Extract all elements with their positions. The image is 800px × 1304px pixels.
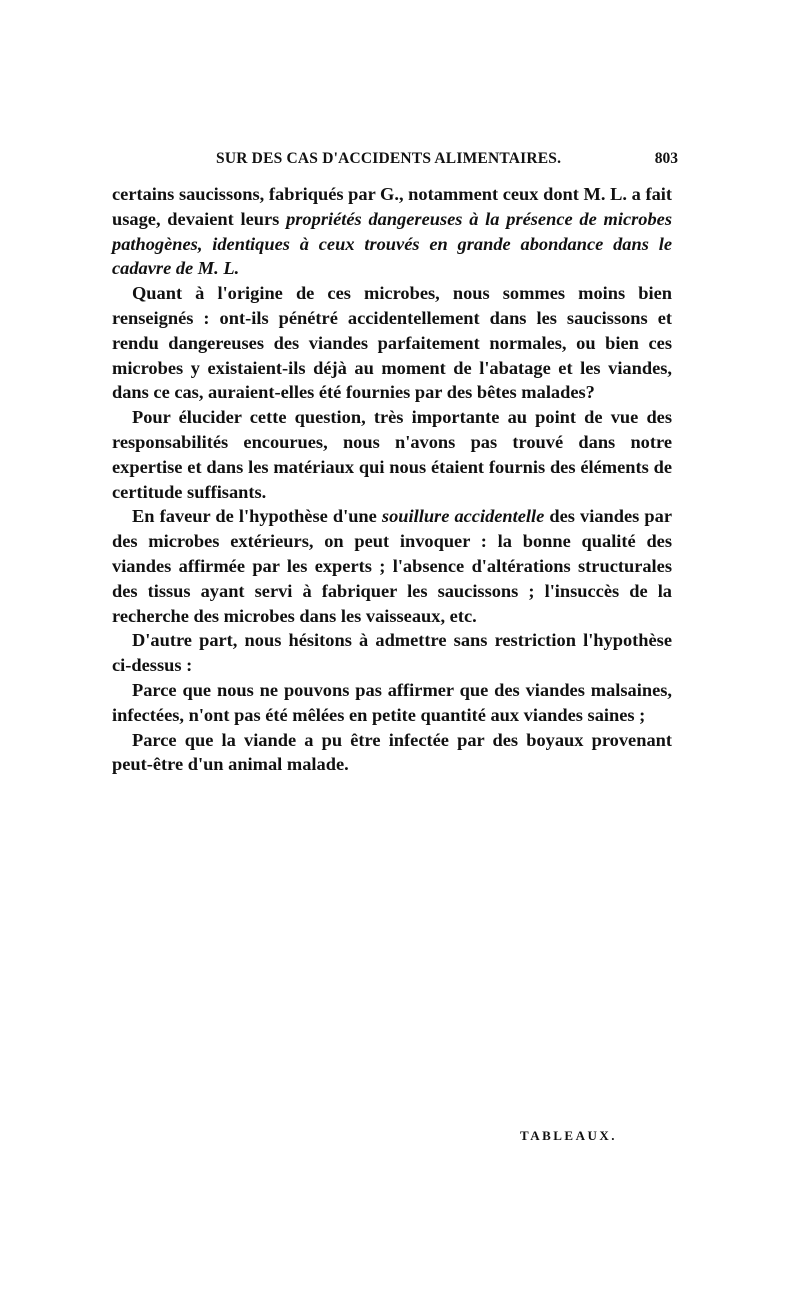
paragraph-1-text: certains saucissons, fabriqués par G., notamment ceux dont M. L. a fait usage, devaient leurs [112, 184, 672, 229]
page-number: 803 [654, 150, 678, 167]
paragraph-4-text-end: des viandes par des microbes extérieurs, on peut invoquer : la bonne qualité des viandes affirmée par les experts ; l'absence d'altérations structurales des tissus ayant servi à fabriquer les saucissons ; l'insuccès de la recherche des microbes dans les vaisseaux, etc. [112, 506, 672, 626]
paragraph-7-text: Parce que la viande a pu être infectée par des boyaux provenant peut-être d'un animal malade. [112, 729, 672, 775]
paragraph-4-text-start: En faveur de l'hypothèse d'une [132, 506, 382, 527]
catchword: TABLEAUX. [520, 1128, 618, 1143]
paragraph-6-text: Parce que nous ne pouvons pas affirmer que des viandes malsaines, infectées, n'ont pas été mêlées en petite quantité aux viandes saines ; [112, 679, 672, 725]
paragraph-3 [112, 405, 672, 504]
paragraph-5-text: D'autre part, nous hésitons à admettre sans restriction l'hypothèse ci-dessus : [112, 630, 672, 676]
body-text [112, 182, 672, 777]
paragraph-1 [112, 182, 672, 281]
paragraph-1-italic-text: propriétés dangereuses à la présence de microbes pathogènes, identiques à ceux trouvés en grande abondance dans le cadavre de M. L. [112, 208, 672, 279]
running-title: SUR DES CAS D'ACCIDENTS ALIMENTAIRES. [216, 150, 562, 167]
paragraph-4-italic-text: souillure accidentelle [381, 506, 545, 527]
paragraph-2-text: Quant à l'origine de ces microbes, nous sommes moins bien renseignés : ont-ils pénétré accidentellement dans les saucissons et rendu dangereuses des viandes parfaitement normales, ou bien ces microbes y existaient-ils déjà au moment de l'abatage et les viandes, dans ce cas, auraient-elles été fournies par des bêtes malades? [112, 283, 672, 403]
paragraph-7 [112, 728, 672, 778]
paragraph-2 [112, 281, 672, 405]
paragraph-5 [112, 628, 672, 678]
running-header [112, 148, 678, 174]
paragraph-6 [112, 678, 672, 728]
paragraph-3-text: Pour élucider cette question, très importante au point de vue des responsabilités encourues, nous n'avons pas trouvé dans notre expertise et dans les matériaux qui nous étaient fournis des éléments de certitude suffisants. [112, 407, 672, 502]
paragraph-4 [112, 504, 672, 628]
